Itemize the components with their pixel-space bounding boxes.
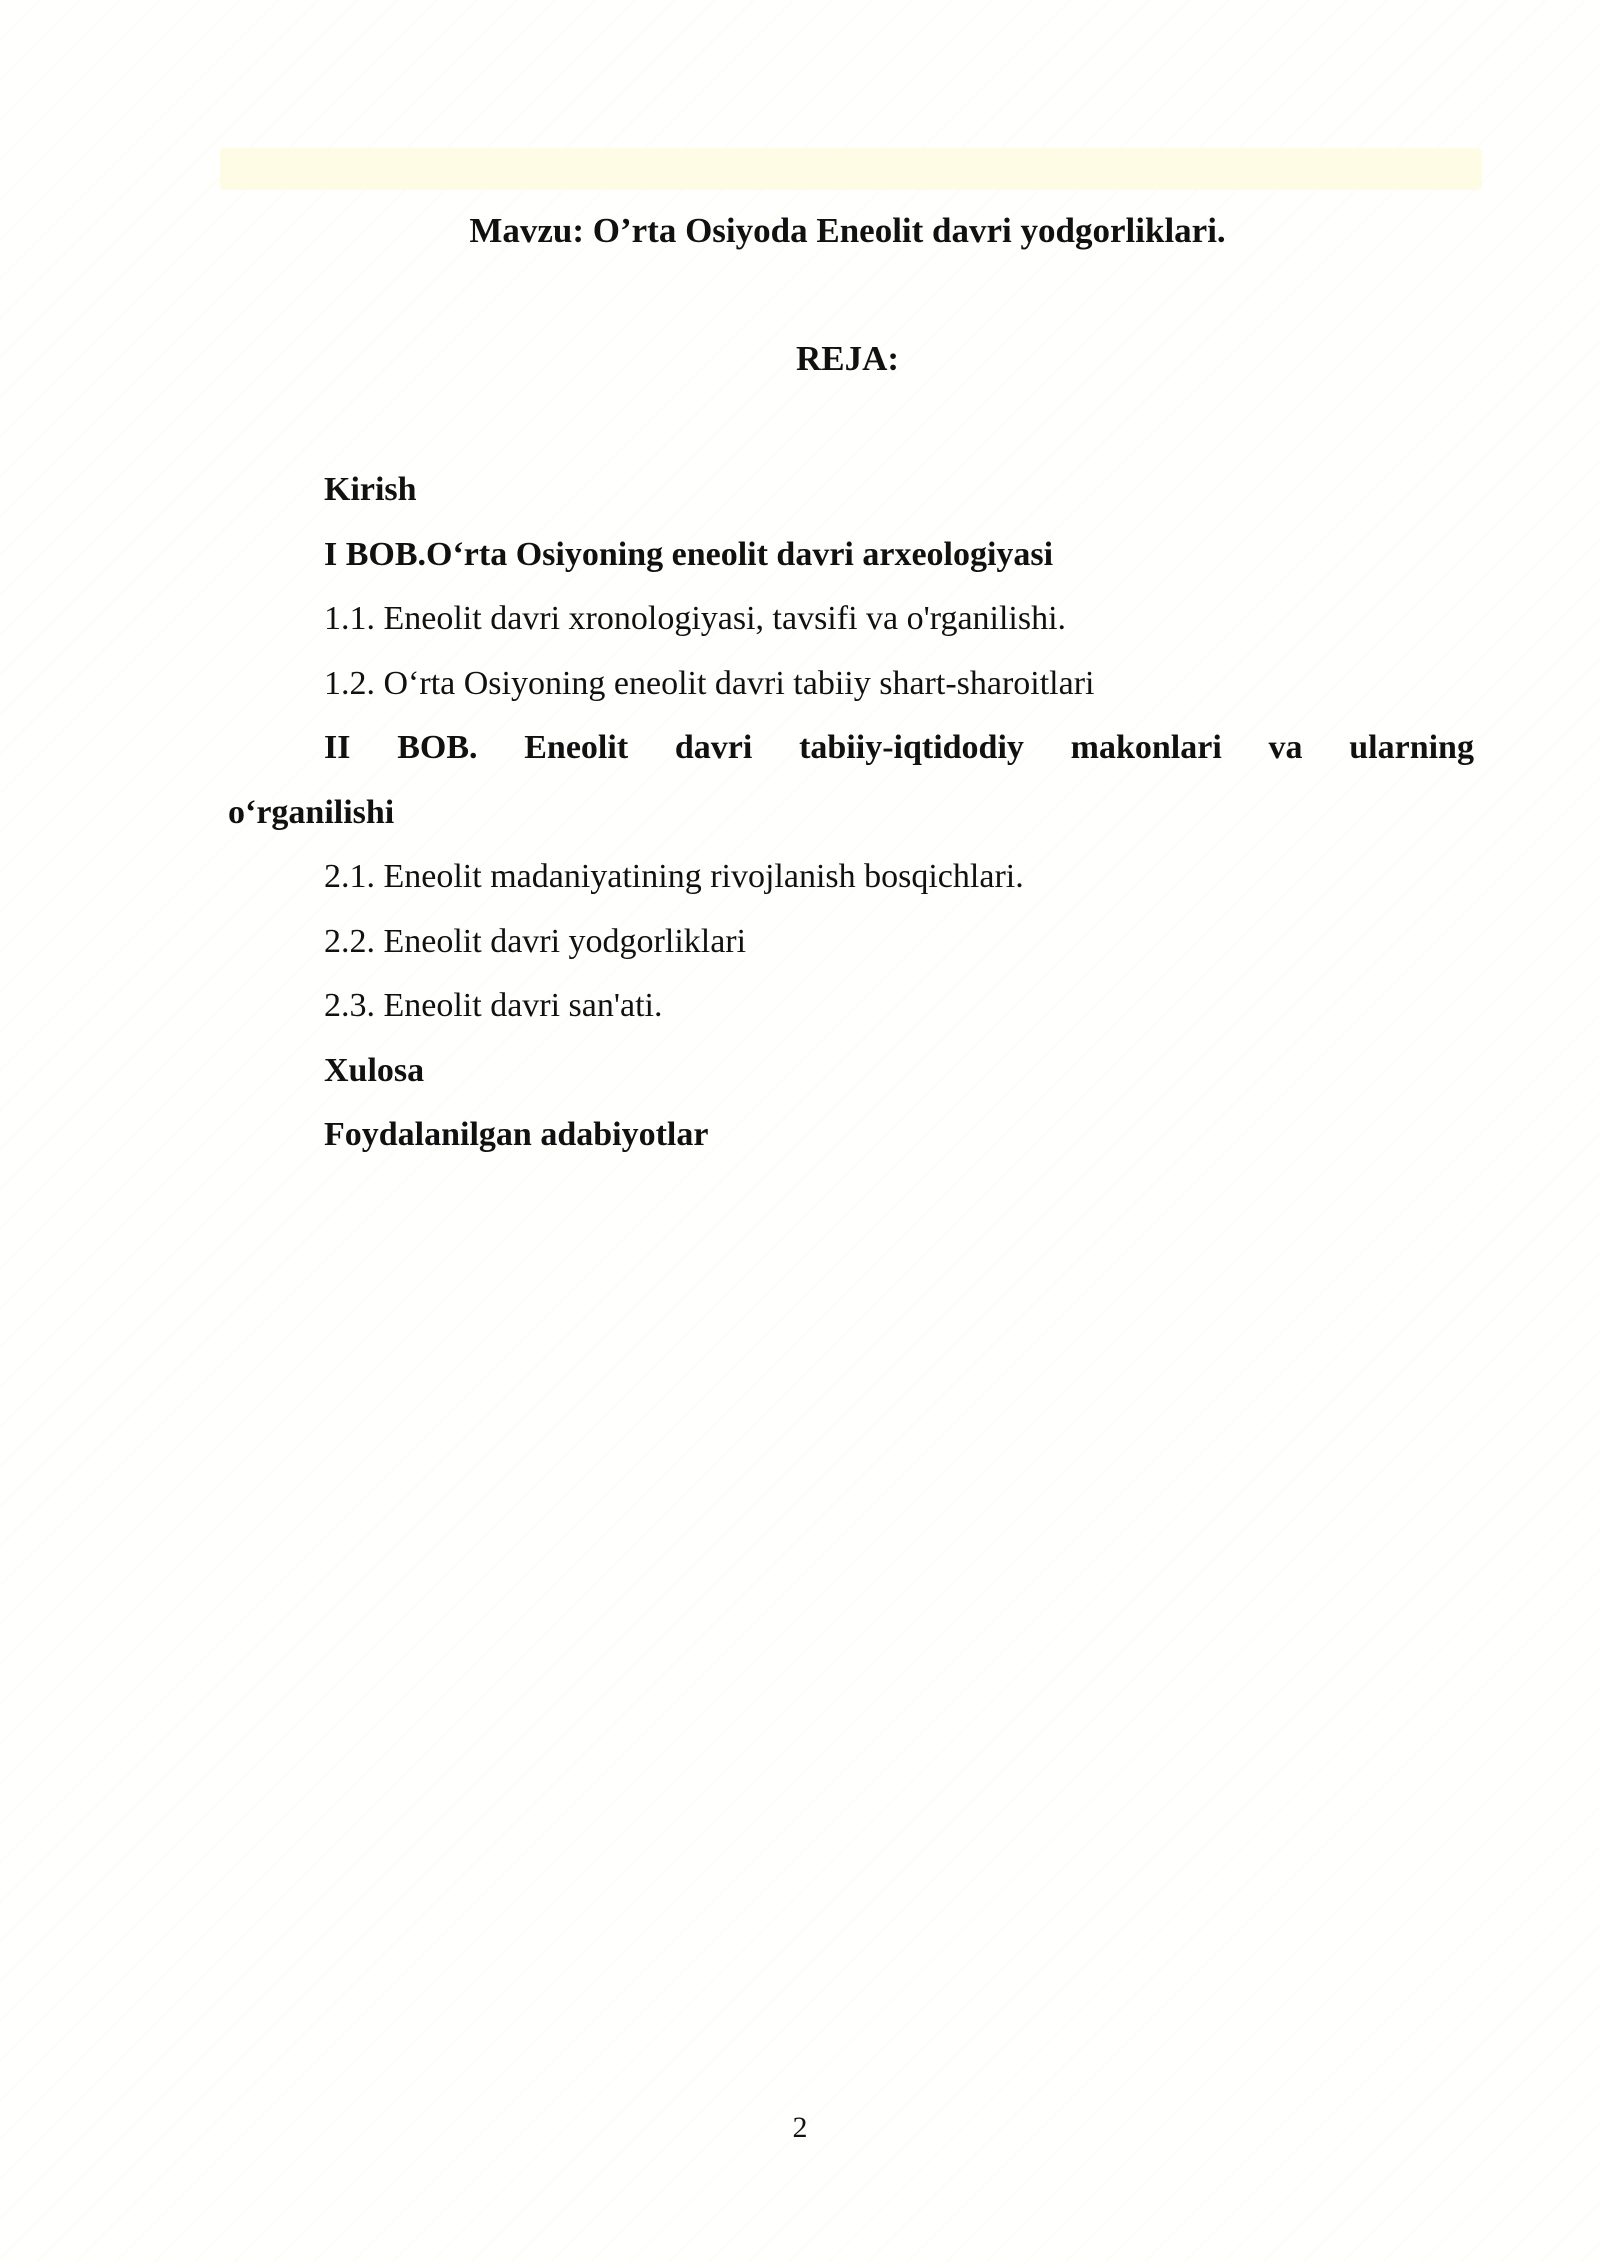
toc-chapter-2-word: davri — [674, 729, 753, 766]
toc-item-1-1: 1.1. Eneolit davri xronologiyasi, tavsifi va o'rganilishi. — [324, 600, 1067, 637]
toc-chapter-1: I BOB.O‘rta Osiyoning eneolit davri arxeologiyasi — [324, 535, 1054, 573]
toc-chapter-2-continuation: o‘rganilishi — [228, 793, 395, 831]
toc-item-2-2: 2.2. Eneolit davri yodgorliklari — [324, 922, 747, 960]
toc-item-1-2: 1.2. O‘rta Osiyoning eneolit davri tabiiy shart-sharoitlari — [324, 664, 1095, 702]
toc-chapter-2-word: ularning — [1349, 729, 1474, 766]
toc-conclusion: Xulosa — [324, 1051, 425, 1089]
toc-chapter-2-word: tabiiy-iqtidodiy — [799, 729, 1024, 766]
document-title: Mavzu: O’rta Osiyoda Eneolit davri yodgorliklari. — [469, 211, 1226, 250]
toc-chapter-2-word: va — [1268, 729, 1303, 766]
page-number: 2 — [792, 2111, 808, 2144]
toc-chapter-2-word: makonlari — [1070, 729, 1222, 766]
table-of-contents — [228, 464, 1474, 1174]
plan-heading: REJA: — [795, 339, 900, 378]
toc-chapter-2 — [228, 722, 1474, 787]
toc-references: Foydalanilgan adabiyotlar — [324, 1116, 709, 1153]
toc-intro: Kirish — [324, 471, 417, 508]
toc-item-2-1: 2.1. Eneolit madaniyatining rivojlanish bosqichlari. — [324, 858, 1024, 895]
toc-item-2-3: 2.3. Eneolit davri san'ati. — [324, 987, 663, 1024]
header-highlight-band — [220, 148, 1482, 190]
toc-chapter-2-word: Eneolit — [524, 729, 629, 766]
toc-chapter-2-word: II — [324, 729, 351, 766]
toc-chapter-2-word: BOB. — [397, 729, 478, 766]
